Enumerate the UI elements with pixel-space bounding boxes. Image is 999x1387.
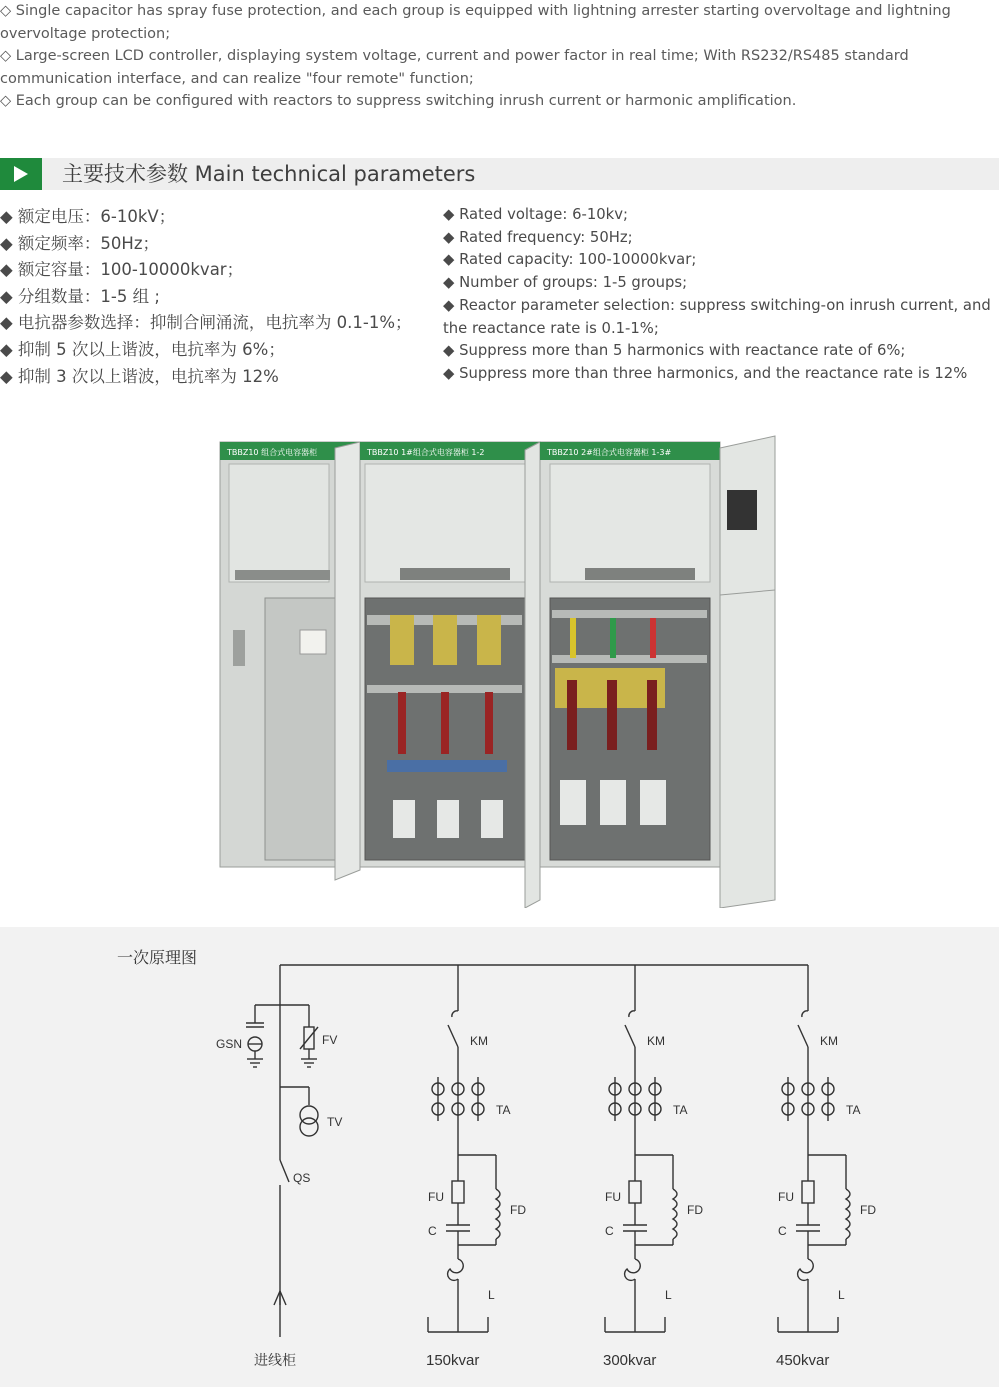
label-fd: FD <box>687 1203 703 1217</box>
param-item: ◆ 额定频率：50Hz； <box>0 233 159 253</box>
param-item: ◆ 抑制 5 次以上谐波，电抗率为 6%； <box>0 339 285 359</box>
intro-paragraph: ◇ Large-screen LCD controller, displaying system voltage, current and power factor in real time; With RS232/RS485 standard communication interface, and can realize "four remote" function; <box>0 48 909 87</box>
cabinet-label-left: TBBZ10 组合式电容器柜 <box>227 448 318 457</box>
label-ta: TA <box>846 1103 861 1117</box>
param-item: ◆ 额定电压：6-10kV； <box>0 207 176 226</box>
param-item: ◆ 分组数量：1-5 组 ; <box>0 286 160 306</box>
label-c: C <box>605 1224 614 1238</box>
label-fu: FU <box>605 1190 621 1204</box>
label-fd: FD <box>510 1203 526 1217</box>
caption-branch: 300kvar <box>603 1352 657 1369</box>
label-ta: TA <box>673 1103 688 1117</box>
label-c: C <box>428 1224 437 1238</box>
section-title: 主要技术参数 Main technical parameters <box>62 162 476 186</box>
cabinet-photo <box>215 430 780 908</box>
section-header <box>0 158 999 190</box>
param-item: ◆ Rated capacity: 100-10000kvar; <box>443 251 697 269</box>
param-item: ◆ 额定容量：100-10000kvar； <box>0 260 244 280</box>
cabinet-label-mid: TBBZ10 1#组合式电容器柜 1-2 <box>367 448 485 457</box>
label-c: C <box>778 1224 787 1238</box>
intro-paragraph: ◇ Single capacitor has spray fuse protection, and each group is equipped with lightning arrester starting overvoltage and lightning overvoltage protection; <box>0 3 951 42</box>
capacitor-branch <box>428 965 500 1332</box>
capacitor-branch <box>605 965 677 1332</box>
label-fv: FV <box>322 1033 338 1047</box>
param-item: ◆ 抑制 3 次以上谐波，电抗率为 12% <box>0 366 279 386</box>
param-item: ◆ Number of groups: 1-5 groups; <box>443 274 688 292</box>
play-icon <box>0 158 42 190</box>
param-item: ◆ Rated frequency: 50Hz; <box>443 228 633 246</box>
schematic-diagram <box>0 927 999 1387</box>
label-gsn: GSN <box>216 1037 243 1051</box>
cabinet-label-right: TBBZ10 2#组合式电容器柜 1-3# <box>547 448 672 457</box>
label-tv: TV <box>327 1115 343 1129</box>
diagram-title: 一次原理图 <box>117 950 198 967</box>
intro-text <box>0 0 999 113</box>
label-fd: FD <box>860 1203 876 1217</box>
caption-incoming: 进线柜 <box>254 1353 296 1369</box>
param-item: ◆ Reactor parameter selection: suppress switching-on inrush current, and the reactance rate is 0.1-1%; <box>443 296 991 337</box>
label-fu: FU <box>778 1190 794 1204</box>
param-item: ◆ Rated voltage: 6-10kv; <box>443 206 628 223</box>
caption-branch: 150kvar <box>426 1352 480 1369</box>
label-ta: TA <box>496 1103 511 1117</box>
caption-branch: 450kvar <box>776 1352 830 1369</box>
intro-paragraph: ◇ Each group can be configured with reactors to suppress switching inrush current or harmonic amplification. <box>0 93 797 109</box>
label-km: KM <box>470 1034 488 1048</box>
param-item: ◆ 电抗器参数选择：抑制合闸涌流，电抗率为 0.1-1%； <box>0 313 412 333</box>
label-fu: FU <box>428 1190 444 1204</box>
capacitor-branch <box>778 965 850 1332</box>
label-qs: QS <box>293 1171 311 1185</box>
label-l: L <box>838 1288 845 1302</box>
label-km: KM <box>647 1034 665 1048</box>
param-item: ◆ Suppress more than 5 harmonics with reactance rate of 6%; <box>443 342 906 360</box>
params-chinese <box>0 204 440 390</box>
label-km: KM <box>820 1034 838 1048</box>
label-l: L <box>488 1288 495 1302</box>
param-item: ◆ Suppress more than three harmonics, and the reactance rate is 12% <box>443 364 968 382</box>
params-english <box>443 204 999 386</box>
label-l: L <box>665 1288 672 1302</box>
